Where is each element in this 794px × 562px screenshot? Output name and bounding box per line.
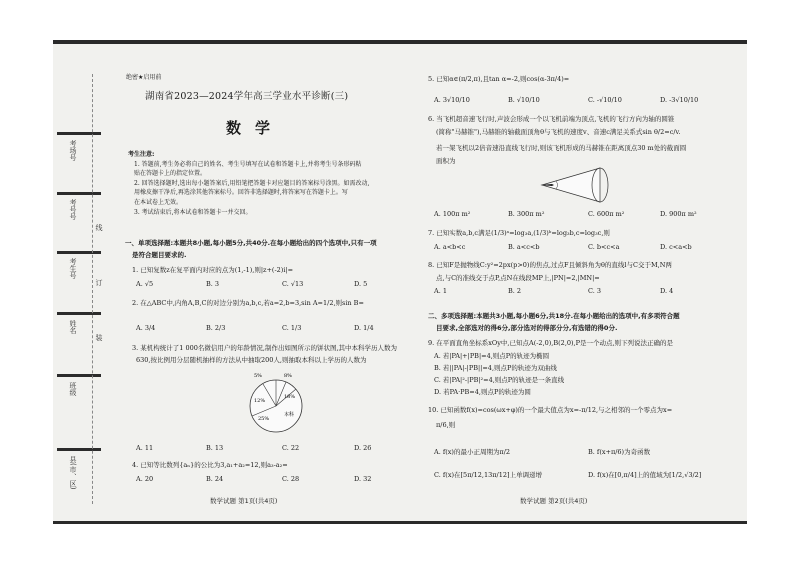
q6-option-d: D. 900π m² (660, 210, 697, 218)
q3-option-c: C. 22 (282, 444, 300, 452)
question-7: 7. 已知实数a,b,c满足(1/3)ᵃ=log₃a,(1/3)ᵇ=log₃b,c=log₃c,则 (428, 229, 610, 237)
q4-option-c: C. 28 (282, 475, 300, 483)
pie-label: 18% (284, 394, 296, 400)
question-3-line2: 630,按比例用分层随机抽样的方法从中抽取200人,则抽取本科以上学历的人数为 (136, 356, 367, 364)
pie-label: 5% (254, 373, 262, 379)
notice-line: 3. 考试结束后,将本试卷和答题卡一并交回。 (134, 208, 252, 216)
bottom-border (53, 521, 747, 524)
q6-option-c: C. 600π m² (588, 210, 625, 218)
question-5: 5. 已知α∈(π/2,π),且tan α=-2,则cos(α-3π/4)= (428, 75, 570, 83)
question-1: 1. 已知复数z在复平面内对应的点为(1,-1),则|z+(-2)i|= (132, 266, 294, 274)
bind-field-line (57, 251, 101, 254)
q8-option-c: C. 3 (588, 287, 602, 295)
q10-option-c: C. f(x)在[5π/12,13π/12]上单调递增 (434, 471, 543, 479)
q8-option-d: D. 4 (660, 287, 674, 295)
question-6-line4: 面积为 (436, 157, 456, 165)
question-9: 9. 在平面直角坐标系xOy中,已知点A(-2,0),B(2,0),P是一个动点,则下列说法正确的是 (428, 339, 674, 347)
q1-option-b: B. 3 (206, 280, 220, 288)
q4-option-a: A. 20 (136, 475, 154, 483)
bind-field-line (57, 312, 101, 315)
q8-option-a: A. 1 (434, 287, 447, 295)
q7-option-b: B. a<c<b (508, 243, 540, 251)
bind-field-line (57, 374, 101, 377)
binding-mark-bind: 装 (95, 334, 103, 341)
q2-option-c: C. 1/3 (282, 324, 302, 332)
question-6-line3: 若一架飞机以2倍音速沿直线飞行时,则该飞机形成的马赫锥在距离顶点30 m处的截面圆 (436, 144, 687, 152)
q4-option-b: B. 24 (206, 475, 224, 483)
q9-option-d: D. 若PA·PB=4,则点P的轨迹为圆 (434, 388, 531, 396)
q3-option-d: D. 26 (354, 444, 372, 452)
bind-field-line (57, 132, 101, 135)
binding-margin (53, 44, 123, 521)
field-label-exam-no: 考号号 (69, 199, 77, 220)
q5-option-d: D. -3√10/10 (660, 96, 699, 104)
binding-dashed-line (92, 74, 93, 504)
q7-option-d: D. c<a<b (660, 243, 692, 251)
q7-option-c: C. b<c<a (588, 243, 620, 251)
q3-option-b: B. 13 (206, 444, 224, 452)
question-6-line1: 6. 当飞机超音速飞行时,声波会形成一个以飞机前端为顶点,飞机的飞行方向为轴的圆锥 (428, 115, 675, 123)
q3-option-a: A. 11 (136, 444, 154, 452)
q2-option-b: B. 2/3 (206, 324, 226, 332)
notice-line: 1. 答题前,考生务必将自己的姓名、考生号填写在试卷和答题卡上,并将考生号条形码粘 (134, 160, 362, 168)
question-8-line1: 8. 已知F是抛物线C:y²=2px(p>0)的焦点,过点F且倾斜角为θ的直线l与C交于M,N两 (428, 261, 672, 269)
pie-label: 25% (258, 416, 270, 422)
section2-heading: 二、多项选择题:本题共3小题,每小题6分,共18分.在每小题给出的选项中,有多项符合题 (428, 312, 680, 320)
q5-option-a: A. 3√10/10 (434, 96, 470, 104)
education-pie-chart (240, 368, 320, 438)
q9-option-a: A. 若|PA|+|PB|=4,则点P的轨迹为椭圆 (434, 352, 550, 360)
mach-cone-figure (538, 162, 618, 208)
question-10-line2: π/6,则 (436, 421, 456, 429)
section1-heading: 一、单项选择题:本题共8小题,每小题5分,共40分.在每小题给出的四个选项中,只有一项 (125, 239, 377, 247)
question-8-line2: 点,与C的准线交于点P,点N在线段MP上,|PN|=2,|MN|= (436, 274, 600, 282)
binding-mark-line: 线 (95, 224, 103, 231)
notice-heading: 考生注意: (128, 151, 155, 158)
q6-option-b: B. 300π m² (508, 210, 545, 218)
subject-title: 数学 (226, 119, 285, 137)
field-label-student-no: 考生号 (69, 258, 77, 279)
q4-option-d: D. 32 (354, 475, 372, 483)
notice-line: 贴在答题卡上的指定位置。 (134, 170, 207, 178)
pie-label: 本科 (284, 412, 295, 418)
question-4: 4. 已知等比数列{aₙ}的公比为3,a₁+a₂=12,则a₃-a₂= (132, 461, 288, 469)
notice-line: 在本试卷上无效。 (134, 198, 183, 206)
exam-title: 湖南省2023—2024学年高三学业水平诊断(三) (145, 91, 349, 102)
question-2: 2. 在△ABC中,内角A,B,C的对边分别为a,b,c,若a=2,b=3,sin A=1/2,则sin B= (132, 299, 364, 307)
notice-line: 用橡皮擦干净后,再选涂其他答案标号。回答非选择题时,将答案写在答题卡上。写 (134, 189, 348, 197)
pie-label: 12% (254, 398, 266, 404)
q10-option-a: A. f(x)的最小正周期为π/2 (434, 448, 511, 456)
right-page-footer: 数学试题 第2页(共4页) (520, 497, 588, 505)
field-label-class: 班级 (69, 382, 77, 396)
q9-option-c: C. 若|PA|²-|PB|²=4,则点P的轨迹是一条直线 (434, 376, 565, 384)
bind-field-line (57, 448, 101, 451)
q2-option-a: A. 3/4 (136, 324, 156, 332)
notice-line: 2. 回答选择题时,选出每小题答案后,用铅笔把答题卡对应题目的答案标号涂黑。如需改动, (134, 179, 370, 187)
q6-option-a: A. 100π m² (434, 210, 471, 218)
q9-option-b: B. 若||PA|-|PB||=4,则点P的轨迹为双曲线 (434, 364, 557, 372)
binding-mark-seal: 订 (95, 279, 103, 286)
q5-option-c: C. -√10/10 (588, 96, 622, 104)
section2-heading-cont: 目要求,全部选对的得6分,部分选对的得部分分,有选错的得0分. (436, 324, 618, 332)
q10-option-d: D. f(x)在[0,π/4]上的值域为[1/2,√3/2] (588, 471, 702, 479)
notice-block (128, 150, 400, 230)
field-label-exam-room: 考场号 (69, 140, 77, 161)
question-6-line2: (简称"马赫锥"),马赫锥的轴截面顶角θ与飞机的速度v、音速c满足关系式sin θ/2=c/v. (436, 128, 681, 136)
top-border (53, 40, 747, 44)
q5-option-b: B. √10/10 (508, 96, 540, 104)
q1-option-a: A. √5 (136, 280, 154, 288)
q1-option-d: D. 5 (354, 280, 368, 288)
confidential-label: 绝密★启用前 (126, 74, 162, 81)
q7-option-a: A. a<b<c (434, 243, 466, 251)
pie-label: 8% (284, 373, 292, 379)
left-page-footer: 数学试题 第1页(共4页) (210, 497, 278, 505)
bind-field-line (57, 192, 101, 195)
q10-option-b: B. f(x+π/6)为奇函数 (588, 448, 651, 456)
question-10-line1: 10. 已知函数f(x)=cos(ωx+φ)的一个最大值点为x=-π/12,与之相邻的一个零点为x= (428, 406, 673, 414)
question-3-line1: 3. 某机构统计了1 000名微信用户的年龄情况,制作出如图所示的饼状图,其中本科学历人数为 (132, 344, 398, 352)
q1-option-c: C. √13 (282, 280, 304, 288)
section1-heading-cont: 是符合题目要求的. (132, 251, 187, 259)
field-label-name: 姓名 (69, 320, 77, 334)
q2-option-d: D. 1/4 (354, 324, 374, 332)
field-label-county: 县(市、区) (69, 456, 77, 490)
q8-option-b: B. 2 (508, 287, 522, 295)
